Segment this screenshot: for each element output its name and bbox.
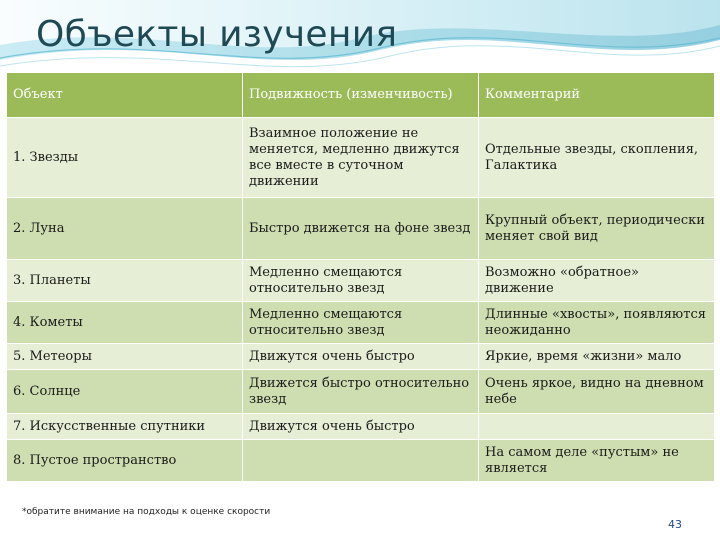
cell-object: 3. Планеты: [7, 260, 243, 302]
cell-mobility: Медленно смещаются относительно звезд: [243, 302, 479, 344]
cell-mobility: Движется быстро относительно звезд: [243, 370, 479, 414]
table-header-row: [7, 73, 715, 118]
cell-object: 2. Луна: [7, 198, 243, 260]
header-comment: Комментарий: [479, 73, 715, 118]
table-row: [7, 414, 715, 440]
cell-mobility: Взаимное положение не меняется, медленно движутся все вместе в суточном движении: [243, 118, 479, 198]
cell-comment: Очень яркое, видно на дневном небе: [479, 370, 715, 414]
header-mobility: Подвижность (изменчивость): [243, 73, 479, 118]
cell-object: 4. Кометы: [7, 302, 243, 344]
table-row: [7, 260, 715, 302]
cell-mobility: Быстро движется на фоне звезд: [243, 198, 479, 260]
cell-comment: Отдельные звезды, скопления, Галактика: [479, 118, 715, 198]
table-row: [7, 198, 715, 260]
table-row: [7, 302, 715, 344]
cell-comment: На самом деле «пустым» не является: [479, 440, 715, 482]
cell-object: 1. Звезды: [7, 118, 243, 198]
cell-mobility: [243, 440, 479, 482]
cell-mobility: Движутся очень быстро: [243, 344, 479, 370]
cell-object: 8. Пустое пространство: [7, 440, 243, 482]
cell-object: 6. Солнце: [7, 370, 243, 414]
cell-comment: Крупный объект, периодически меняет свой вид: [479, 198, 715, 260]
slide-title: Объекты изучения: [36, 14, 398, 55]
cell-comment: Возможно «обратное» движение: [479, 260, 715, 302]
header-object: Объект: [7, 73, 243, 118]
table-row: [7, 118, 715, 198]
objects-table: [6, 72, 715, 482]
cell-comment: Яркие, время «жизни» мало: [479, 344, 715, 370]
page-number: 43: [668, 518, 682, 531]
cell-comment: [479, 414, 715, 440]
table-row: [7, 440, 715, 482]
table-row: [7, 344, 715, 370]
cell-comment: Длинные «хвосты», появляются неожиданно: [479, 302, 715, 344]
cell-object: 5. Метеоры: [7, 344, 243, 370]
table-row: [7, 370, 715, 414]
cell-mobility: Медленно смещаются относительно звезд: [243, 260, 479, 302]
cell-object: 7. Искусственные спутники: [7, 414, 243, 440]
cell-mobility: Движутся очень быстро: [243, 414, 479, 440]
footnote: *обратите внимание на подходы к оценке скорости: [22, 507, 271, 517]
